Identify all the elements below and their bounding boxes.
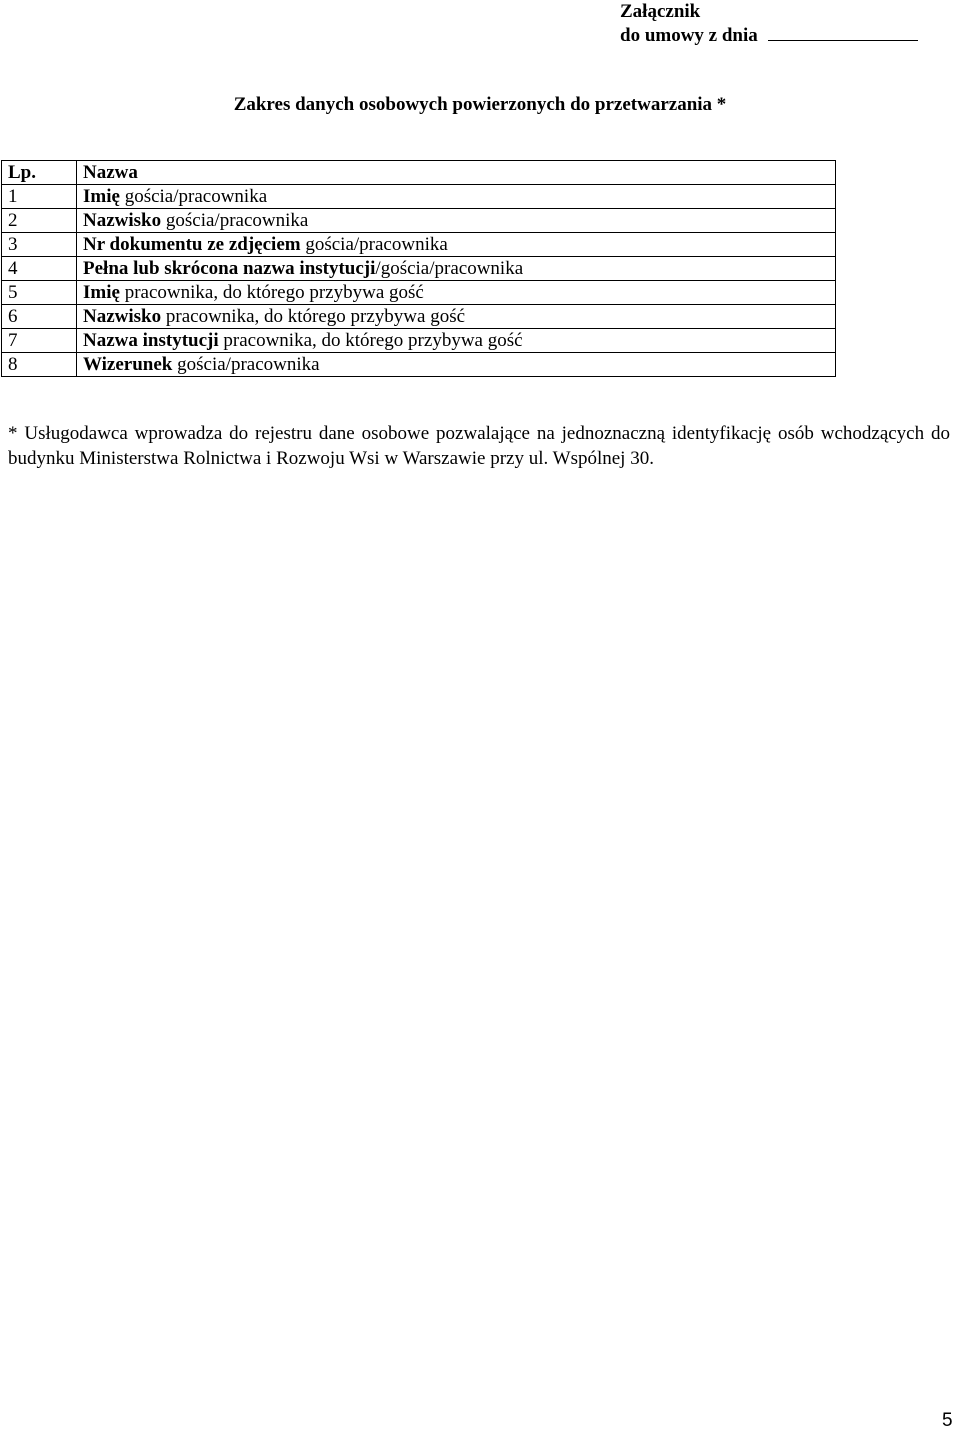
contract-label: do umowy z dnia <box>620 25 758 46</box>
row-name-bold: Pełna lub skrócona nazwa instytucji <box>83 257 376 279</box>
row-name <box>77 281 836 305</box>
table-row <box>2 353 836 377</box>
row-name-rest: pracownika, do którego przybywa gość <box>218 329 523 351</box>
column-header-name: Nazwa <box>77 161 836 185</box>
row-name-bold: Imię <box>83 281 120 303</box>
row-name-rest: gościa/pracownika <box>119 185 268 207</box>
row-number: 2 <box>2 209 77 233</box>
row-number: 4 <box>2 257 77 281</box>
table-row <box>2 281 836 305</box>
table-row <box>2 233 836 257</box>
row-name-rest: gościa/pracownika <box>300 233 448 255</box>
row-name <box>77 185 836 209</box>
table-row <box>2 185 836 209</box>
row-name <box>77 305 836 329</box>
table-row <box>2 305 836 329</box>
row-name-rest: /gościa/pracownika <box>375 257 524 279</box>
page-number: 5 <box>942 1410 953 1431</box>
row-number: 7 <box>2 329 77 353</box>
date-blank-line <box>768 26 918 41</box>
row-name-rest: pracownika, do którego przybywa gość <box>161 305 466 327</box>
table-row <box>2 209 836 233</box>
row-number: 3 <box>2 233 77 257</box>
row-name <box>77 209 836 233</box>
row-name-rest: gościa/pracownika <box>161 209 309 231</box>
personal-data-table <box>1 160 836 377</box>
row-name-bold: Nazwisko <box>83 305 162 327</box>
attachment-header <box>620 0 918 48</box>
row-name <box>77 353 836 377</box>
document-title: Zakres danych osobowych powierzonych do przetwarzania * <box>233 94 727 115</box>
row-name-bold: Nr dokumentu ze zdjęciem <box>83 233 301 255</box>
row-name <box>77 329 836 353</box>
row-name-bold: Nazwisko <box>83 209 162 231</box>
row-number: 5 <box>2 281 77 305</box>
footnote: * Usługodawca wprowadza do rejestru dane osobowe pozwalające na jednoznaczną identyfikację osób wchodzących do budynku Ministerstwa Rolnictwa i Rozwoju Wsi w Warszawie przy ul. Wspólnej 30. <box>8 423 950 469</box>
contract-date-line <box>620 24 918 48</box>
row-name-bold: Wizerunek <box>83 353 173 375</box>
row-name-rest: pracownika, do którego przybywa gość <box>119 281 424 303</box>
row-name-bold: Nazwa instytucji <box>83 329 219 351</box>
column-header-lp: Lp. <box>2 161 77 185</box>
table-row <box>2 257 836 281</box>
row-name-rest: gościa/pracownika <box>172 353 320 375</box>
row-name <box>77 233 836 257</box>
row-name-bold: Imię <box>83 185 120 207</box>
row-name <box>77 257 836 281</box>
row-number: 6 <box>2 305 77 329</box>
row-number: 1 <box>2 185 77 209</box>
table-header-row <box>2 161 836 185</box>
row-number: 8 <box>2 353 77 377</box>
table-row <box>2 329 836 353</box>
attachment-label: Załącznik <box>620 1 701 22</box>
